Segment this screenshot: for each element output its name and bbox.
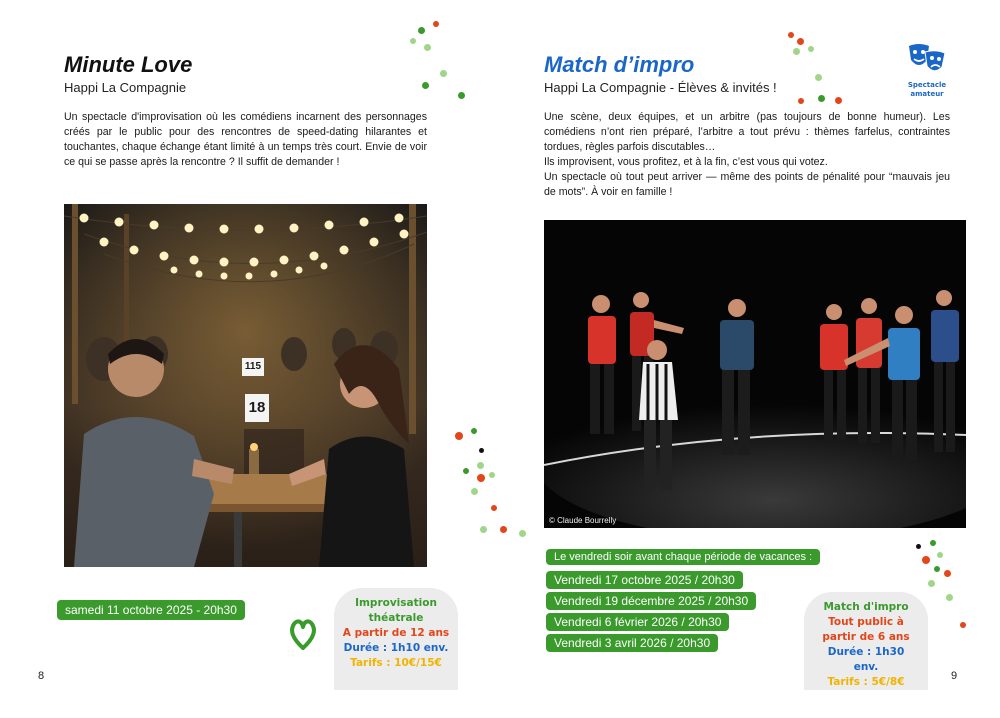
impro-stage-photo (544, 220, 966, 528)
right-info-genre: Match d'impro (823, 601, 909, 613)
right-page-number: 9 (951, 670, 958, 682)
left-page-subtitle: Happi La Compagnie (64, 80, 187, 95)
right-info-card (804, 592, 928, 690)
left-info-tariffs: Tarifs : 10€/15€ (350, 657, 442, 669)
right-description-paragraph: Un spectacle où tout peut arriver — même des points de pénalité pour “mauvais jeu de mots”. À voir en famille ! (544, 171, 950, 198)
speed-dating-photo (64, 204, 427, 567)
left-date-label: samedi 11 octobre 2025 - 20h30 (57, 600, 245, 620)
left-info-card (334, 588, 458, 690)
left-page-title: Minute Love (64, 52, 193, 77)
date-item: Vendredi 3 avril 2026 / 20h30 (546, 634, 718, 652)
dates-list (546, 571, 756, 652)
theater-masks-icon (907, 42, 947, 76)
date-item: Vendredi 19 décembre 2025 / 20h30 (546, 592, 756, 610)
right-info-tariffs: Tarifs : 5€/8€ (827, 676, 905, 688)
right-page-description (544, 110, 950, 200)
right-info-duration: Durée : 1h30 env. (827, 646, 905, 673)
spectacle-amateur-label: Spectacle amateur (907, 81, 947, 98)
heart-icon (290, 618, 316, 650)
right-info-age: Tout public à partir de 6 ans (822, 616, 910, 643)
left-page-description: Un spectacle d'improvisation où les comédiens incarnent des personnages créés par le public pour des rencontres de speed-dating hilarantes et touchantes, chaque échange étant limité à un temps très court. Envie de voir ce qui se passe après la rencontre ? Il suffit de demander ! (64, 111, 427, 168)
right-description-paragraph: Ils improvisent, vous profitez, et à la fin, c’est vous qui votez. (544, 156, 828, 168)
date-item: Vendredi 6 février 2026 / 20h30 (546, 613, 729, 631)
speed-dating-illustration (64, 204, 427, 567)
right-description-paragraph: Une scène, deux équipes, et un arbitre (pas toujours de bonne humeur). Les comédiens n’ont rien préparé, l’arbitre a tout prévu : thèmes farfelus, contraintes tordues, règles parfois discutables… (544, 111, 950, 153)
right-page-subtitle: Happi La Compagnie - Élèves & invités ! (544, 80, 777, 95)
table-number-card-115: 115 (242, 358, 264, 376)
date-item: Vendredi 17 octobre 2025 / 20h30 (546, 571, 743, 589)
left-page-number: 8 (38, 670, 45, 682)
impro-stage-illustration (544, 220, 966, 528)
photo-credit: © Claude Bourrelly (549, 516, 617, 525)
left-info-duration: Durée : 1h10 env. (343, 642, 449, 654)
dates-header: Le vendredi soir avant chaque période de vacances : (546, 549, 820, 565)
table-number-card-18: 18 (245, 394, 269, 422)
left-info-age: A partir de 12 ans (342, 627, 450, 639)
spectacle-amateur-badge (902, 42, 952, 99)
left-info-genre: Improvisation théatrale (355, 597, 437, 624)
right-page-title: Match d’impro (544, 52, 695, 77)
